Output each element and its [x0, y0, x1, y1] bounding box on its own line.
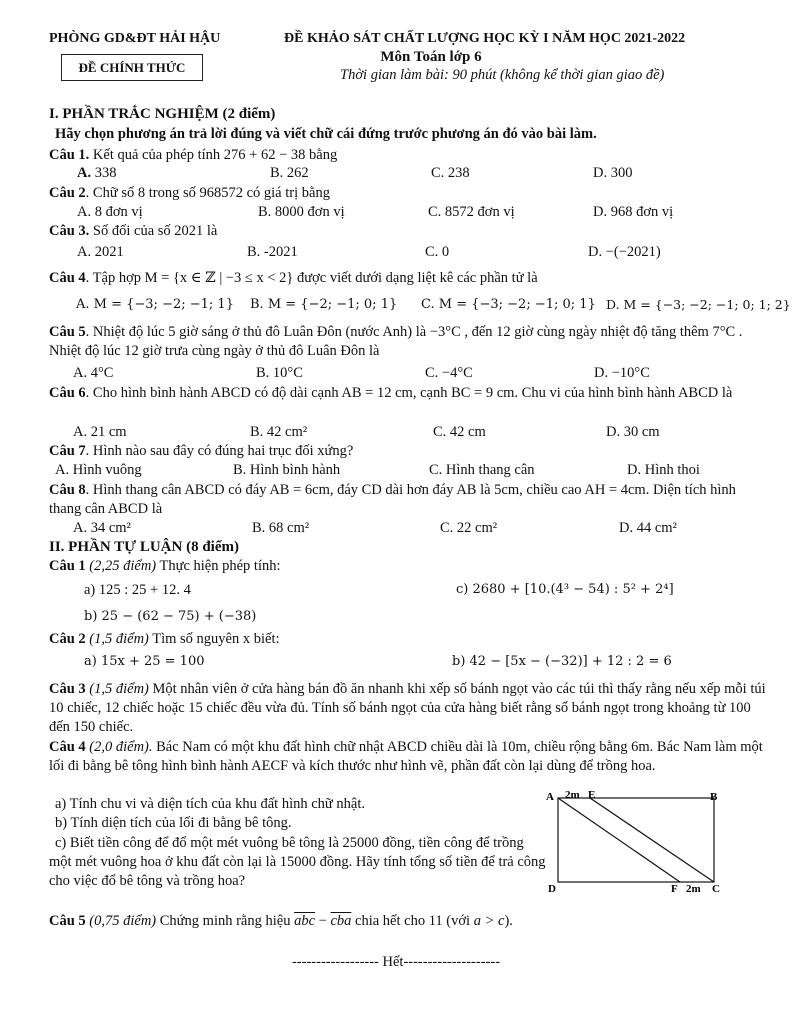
- label-bottom-dim: 2m: [686, 883, 701, 895]
- q8-option-c: C. 22 cm²: [440, 520, 498, 536]
- mc-question-5: Câu 5. Nhiệt độ lúc 5 giờ sáng ở thủ đô Luân Đôn (nước Anh) là −3°C , đến 12 giờ cùng ngày nhiệt độ tăng thêm 7°C . Nhiệt độ lúc 12 giờ trưa cùng ngày ở thủ đô Luân Đôn là: [49, 324, 743, 359]
- segment-ec: [590, 798, 714, 882]
- essay-question-4: Câu 4 (2,0 điểm). Bác Nam có một khu đất hình chữ nhật ABCD chiều dài là 10m, chiều rộng bằng 6m. Bác Nam làm một lối đi bằng bê tông hình bình hành AECF và kích thước như hình vẽ, phần đất còn lại dùng để trồng hoa.: [49, 739, 763, 774]
- q5-option-b: B. 10°C: [256, 365, 303, 381]
- part1-instruction: Hãy chọn phương án trả lời đúng và viết chữ cái đứng trước phương án đó vào bài làm.: [55, 126, 597, 142]
- essay-q4-a: a) Tính chu vi và diện tích của khu đất hình chữ nhật.: [55, 796, 365, 812]
- essay-q1-a: a) 125 : 25 + 12. 4: [84, 582, 191, 598]
- essay-question-3: Câu 3 (1,5 điểm) Một nhân viên ở cửa hàng bán đồ ăn nhanh khi xếp số bánh ngọt vào các túi thì thấy rằng nếu xếp mỗi túi 10 chiếc, 12 chiếc hoặc 15 chiếc đều vừa đủ. Tính số bánh ngọt của cửa hàng biết rằng số bánh ngọt trong khoảng từ 100 đến 150 chiếc.: [49, 681, 766, 735]
- mc-question-3: Câu 3. Số đối của số 2021 là: [49, 223, 218, 239]
- essay-q4-b: b) Tính diện tích của lối đi bằng bê tông.: [55, 815, 292, 831]
- essay-q4-c: c) Biết tiền công để đổ một mét vuông bê tông là 25000 đồng, tiền công để trồng một mét vuông hoa ở khu đất còn lại là 15000 đồng. Hãy tính tổng số tiền để trả công cho việc đổ bê tông và trồng hoa?: [49, 835, 546, 889]
- q4-option-a: A. M = {−3; −2; −1; 1}: [76, 297, 234, 312]
- q3-option-b: B. -2021: [247, 244, 298, 260]
- segment-af: [558, 798, 680, 882]
- q6-option-a: A. 21 cm: [73, 424, 127, 440]
- label-b: B: [710, 791, 718, 803]
- mc-question-2: Câu 2. Chữ số 8 trong số 968572 có giá trị bằng: [49, 185, 330, 201]
- mc-question-4: Câu 4. Tập hợp M = {x ∈ ℤ | −3 ≤ x < 2} được viết dưới dạng liệt kê các phần tử là: [49, 270, 538, 286]
- essay-q2-b: b) 42 − [5x − (−32)] + 12 : 2 = 6: [452, 654, 672, 669]
- q3-option-d: D. −(−2021): [588, 244, 661, 260]
- q5-option-d: D. −10°C: [594, 365, 650, 381]
- mc-question-1: Câu 1. Kết quả của phép tính 276 + 62 − 38 bằng: [49, 147, 338, 163]
- q1-option-b: B. 262: [270, 165, 309, 181]
- footer: ------------------ Hết--------------------: [291, 954, 501, 970]
- mc-question-8: Câu 8. Hình thang cân ABCD có đáy AB = 6cm, đáy CD dài hơn đáy AB là 5cm, chiều cao AH = 4cm. Diện tích hình thang cân ABCD là: [49, 482, 736, 517]
- department: PHÒNG GD&ĐT HẢI HẬU: [49, 31, 221, 46]
- label-c: C: [712, 883, 720, 895]
- official-label: ĐỀ CHÍNH THỨC: [61, 54, 203, 81]
- q1-option-d: D. 300: [593, 165, 633, 181]
- essay-question-5: Câu 5 (0,75 điểm) Chứng minh rằng hiệu $\overline{abc} - \overline{cba}$ chia hết cho 11 (với a > c).: [49, 913, 513, 929]
- q5-option-a: A. 4°C: [73, 365, 114, 381]
- essay-question-2: Câu 2 (1,5 điểm) Tìm số nguyên x biết:: [49, 631, 280, 647]
- label-e: E: [588, 789, 596, 801]
- land-figure: [540, 786, 730, 898]
- label-a: A: [546, 791, 554, 803]
- q7-option-c: C. Hình thang cân: [429, 462, 535, 478]
- q6-option-c: C. 42 cm: [433, 424, 486, 440]
- q5-option-c: C. −4°C: [425, 365, 473, 381]
- q7-option-b: B. Hình bình hành: [233, 462, 341, 478]
- label-f: F: [671, 883, 678, 895]
- time-limit: Thời gian làm bài: 90 phút (không kể thời gian giao đề): [340, 67, 665, 83]
- subject: Môn Toán lớp 6: [380, 49, 482, 65]
- q4-option-d: D. M = {−3; −2; −1; 0; 1; 2}: [606, 297, 791, 312]
- exam-title: ĐỀ KHẢO SÁT CHẤT LƯỢNG HỌC KỲ I NĂM HỌC 2021-2022: [284, 31, 686, 46]
- essay-q1-c: c) 2680 + [10.(4³ − 54) : 5² + 2⁴]: [456, 582, 674, 597]
- mc-question-7: Câu 7. Hình nào sau đây có đúng hai trục đối xứng?: [49, 443, 354, 459]
- q6-option-d: D. 30 cm: [606, 424, 660, 440]
- label-d: D: [548, 883, 556, 895]
- q2-option-d: D. 968 đơn vị: [593, 204, 674, 220]
- part2-title: II. PHẦN TỰ LUẬN (8 điểm): [49, 539, 239, 555]
- essay-q1-b: b) 25 − (62 − 75) + (−38): [84, 609, 257, 624]
- rectangle-abcd: [558, 798, 714, 882]
- q4-option-b: B. M = {−2; −1; 0; 1}: [250, 297, 398, 312]
- q7-option-d: D. Hình thoi: [627, 462, 700, 478]
- q2-option-b: B. 8000 đơn vị: [258, 204, 345, 220]
- q7-option-a: A. Hình vuông: [55, 462, 142, 478]
- label-top-dim: 2m: [565, 789, 580, 801]
- essay-q2-a: a) 15x + 25 = 100: [84, 654, 205, 669]
- q2-option-c: C. 8572 đơn vị: [428, 204, 515, 220]
- q3-option-a: A. 2021: [77, 244, 124, 260]
- q4-option-c: C. M = {−3; −2; −1; 0; 1}: [421, 297, 596, 312]
- q8-option-a: A. 34 cm²: [73, 520, 131, 536]
- essay-question-1: Câu 1 (2,25 điểm) Thực hiện phép tính:: [49, 558, 281, 574]
- q1-option-a: A. 338: [77, 165, 117, 181]
- q1-option-c: C. 238: [431, 165, 470, 181]
- mc-question-6: Câu 6. Cho hình bình hành ABCD có độ dài cạnh AB = 12 cm, cạnh BC = 9 cm. Chu vi của hình bình hành ABCD là: [49, 385, 733, 401]
- q6-option-b: B. 42 cm²: [250, 424, 308, 440]
- q2-option-a: A. 8 đơn vị: [77, 204, 143, 220]
- q8-option-b: B. 68 cm²: [252, 520, 310, 536]
- q3-option-c: C. 0: [425, 244, 450, 260]
- q8-option-d: D. 44 cm²: [619, 520, 677, 536]
- part1-title: I. PHẦN TRẮC NGHIỆM (2 điểm): [49, 106, 276, 122]
